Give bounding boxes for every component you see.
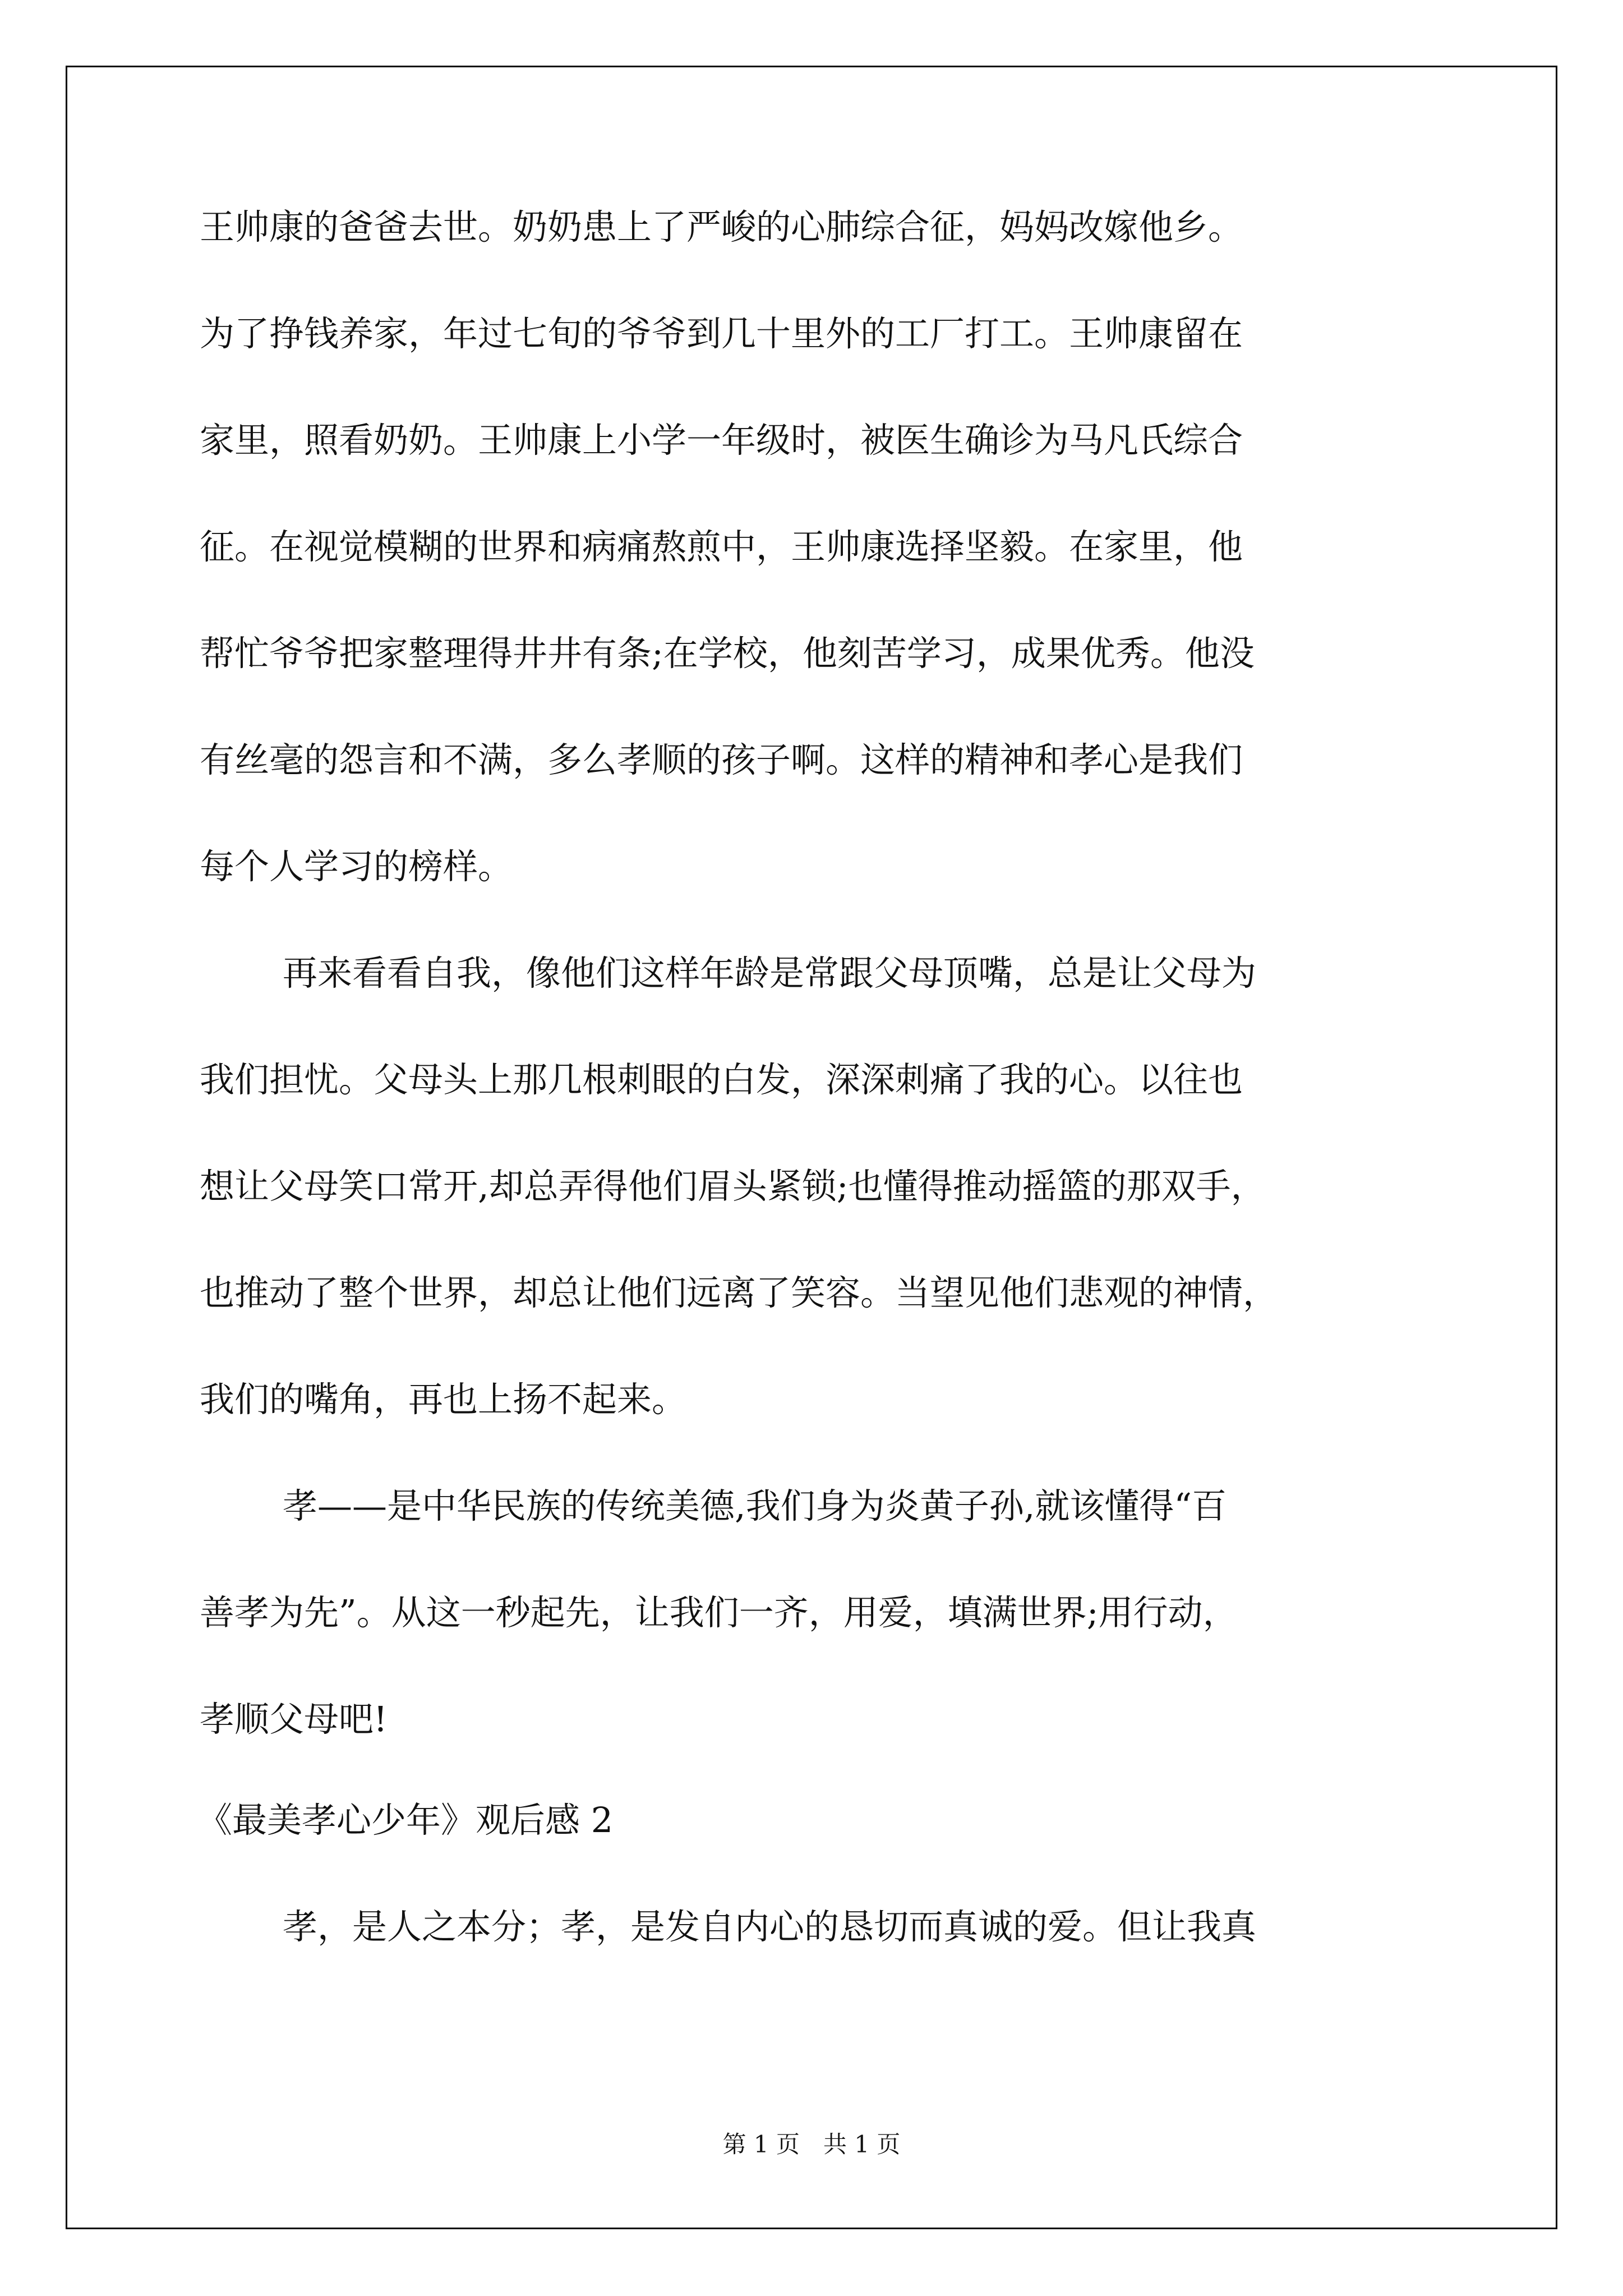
page-footer: 第 1 页 共 1 页: [722, 2131, 901, 2158]
section-title: 《最美孝心少年》观后感 2: [197, 1800, 614, 1841]
text-line: 善孝为先”。从这一秒起先，让我们一齐，用爱，填满世界;用行动，: [200, 1592, 1238, 1633]
text-line: 想让父母笑口常开,却总弄得他们眉头紧锁;也懂得推动摇篮的那双手，: [200, 1166, 1266, 1207]
text-line: 每个人学习的榜样。: [200, 846, 513, 887]
paragraph-first-line: 再来看看自我，像他们这样年龄是常跟父母顶嘴，总是让父母为: [283, 953, 1257, 993]
text-line: 孝顺父母吧!: [200, 1699, 388, 1740]
text-line: 征。在视觉模糊的世界和病痛熬煎中，王帅康选择坚毅。在家里，他: [200, 526, 1243, 567]
text-line: 王帅康的爸爸去世。奶奶患上了严峻的心肺综合征，妈妈改嫁他乡。: [200, 206, 1243, 247]
paragraph-first-line: 孝——是中华民族的传统美德,我们身为炎黄子孙,就该懂得“百: [283, 1485, 1227, 1526]
text-line: 有丝毫的怨言和不满，多么孝顺的孩子啊。这样的精神和孝心是我们: [200, 739, 1243, 780]
text-line: 帮忙爷爷把家整理得井井有条;在学校，他刻苦学习，成果优秀。他没: [200, 633, 1255, 674]
text-line: 也推动了整个世界，却总让他们远离了笑容。当望见他们悲观的神情，: [200, 1272, 1278, 1313]
text-line: 我们担忧。父母头上那几根刺眼的白发，深深刺痛了我的心。以往也: [200, 1059, 1243, 1100]
paragraph-first-line: 孝，是人之本分；孝，是发自内心的恳切而真诚的爱。但让我真: [283, 1906, 1257, 1947]
text-line: 我们的嘴角，再也上扬不起来。: [200, 1379, 687, 1420]
text-line: 家里，照看奶奶。王帅康上小学一年级时，被医生确诊为马凡氏综合: [200, 420, 1243, 461]
text-line: 为了挣钱养家，年过七旬的爷爷到几十里外的工厂打工。王帅康留在: [200, 313, 1243, 354]
